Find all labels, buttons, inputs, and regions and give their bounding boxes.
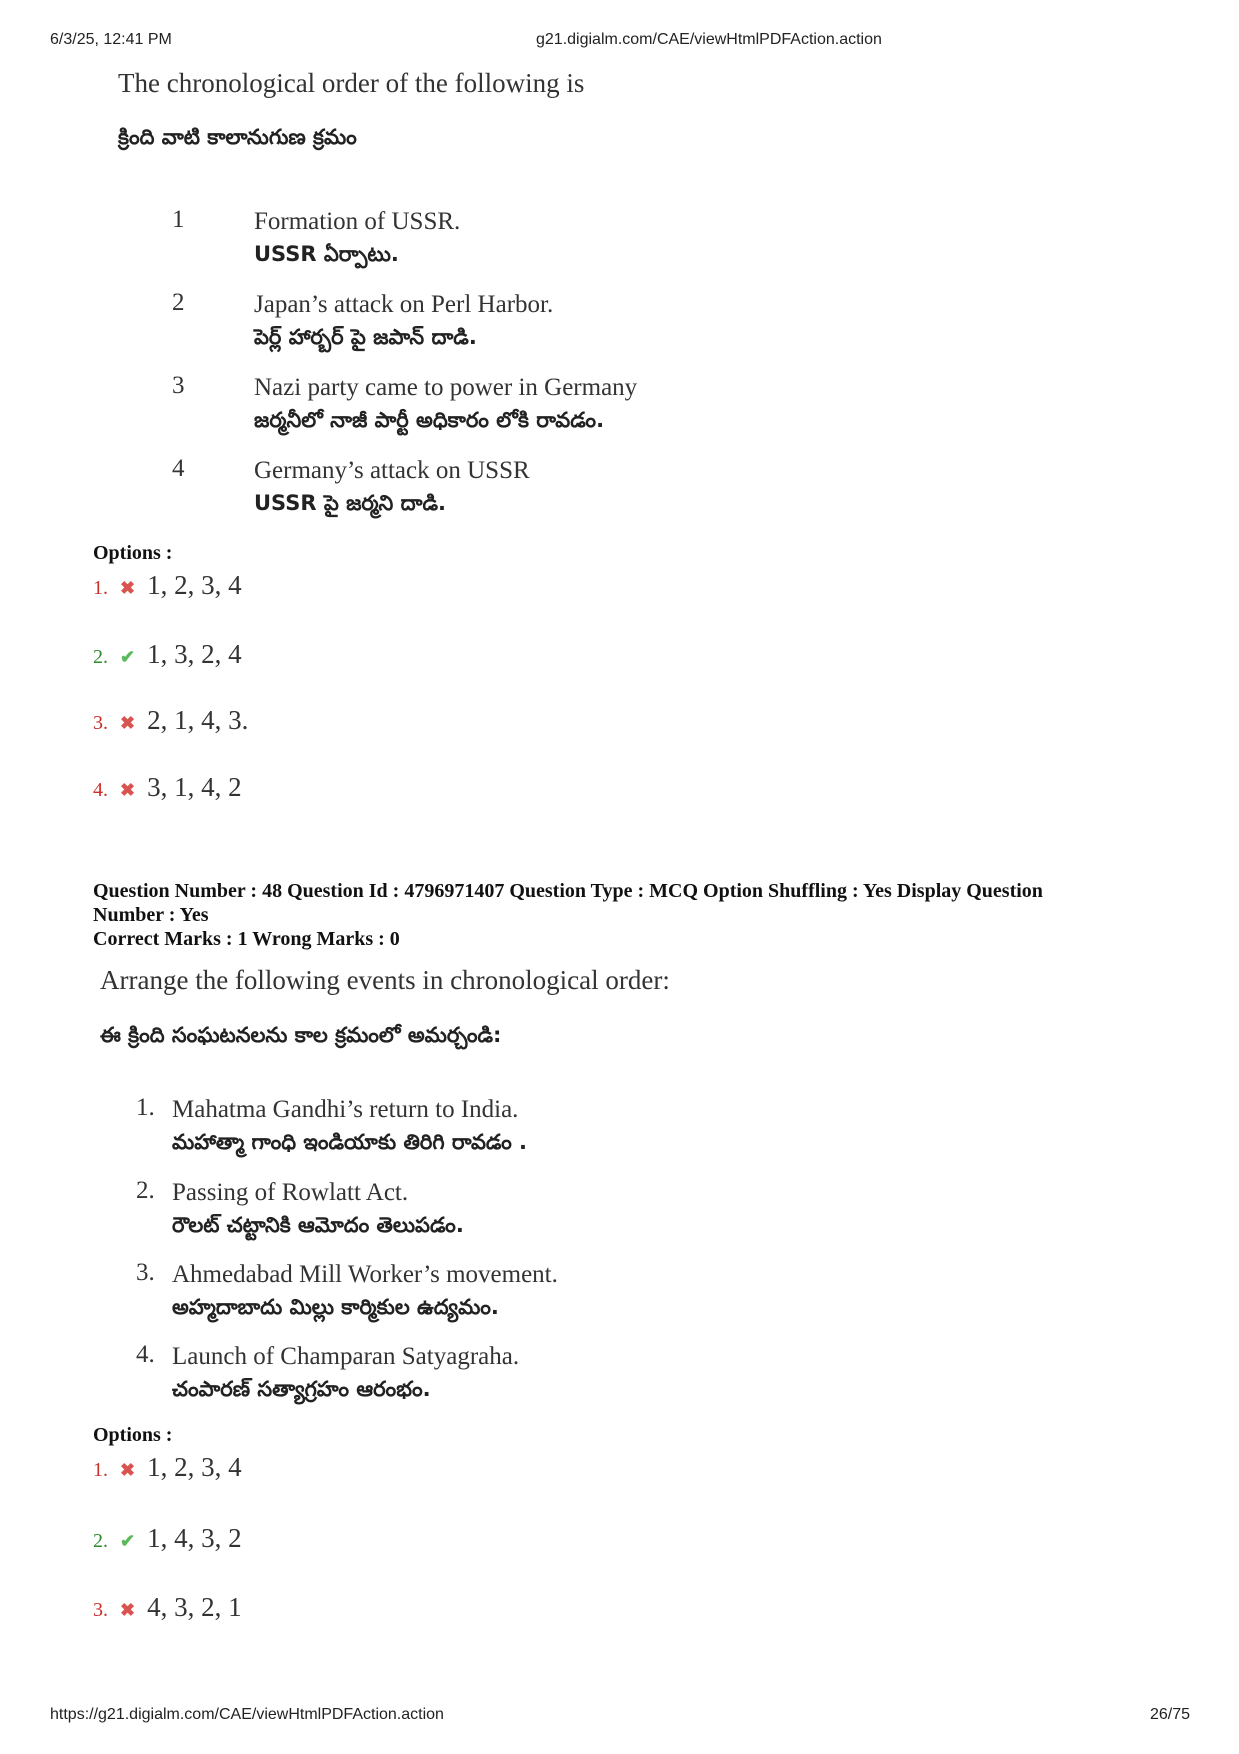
q47-item-number: 4 [172,455,185,482]
wrong-mark-icon: ✖ [120,1600,136,1620]
q48-item-te: చంపారణ్ సత్యాగ్రహం ఆరంభం. [172,1377,431,1401]
q48-option-2 [93,1523,242,1554]
wrong-mark-icon: ✖ [120,578,136,598]
question-48-meta-line1: Question Number : 48 Question Id : 4796971407 Question Type : MCQ Option Shuffling : Yes Display Question [93,880,1043,902]
q48-item-number: 4. [136,1341,155,1368]
q48-item-te: మహాత్మా గాంధి ఇండియాకు తిరిగి రావడం . [172,1130,528,1154]
print-footer-url: https://g21.digialm.com/CAE/viewHtmlPDFAction.action [50,1706,444,1723]
question-47-text-te: క్రింది వాటి కాలానుగుణ క్రమం [118,125,357,149]
print-header-url: g21.digialm.com/CAE/viewHtmlPDFAction.action [536,31,882,48]
q47-item-te: పెర్ల్ హార్బర్ పై జపాన్ దాడి. [254,325,477,349]
q47-options-label: Options : [93,542,173,564]
q48-item-number: 2. [136,1177,155,1204]
q47-option-4 [93,772,242,803]
option-value: 2, 1, 4, 3. [147,705,249,735]
wrong-mark-icon: ✖ [120,713,136,733]
option-value: 1, 4, 3, 2 [147,1523,242,1553]
option-number: 3. [93,712,108,734]
question-48-text-en: Arrange the following events in chronological order: [100,965,670,995]
wrong-mark-icon: ✖ [120,1460,136,1480]
page-number: 26/75 [1150,1706,1191,1723]
q48-item-number: 3. [136,1259,155,1286]
q48-item-en: Ahmedabad Mill Worker’s movement. [172,1261,558,1288]
print-datetime: 6/3/25, 12:41 PM [50,31,172,48]
q47-item-en: Nazi party came to power in Germany [254,374,638,401]
option-number: 2. [93,646,108,668]
q47-item-en: Formation of USSR. [254,208,461,235]
question-48-marks: Correct Marks : 1 Wrong Marks : 0 [93,928,400,950]
q47-item-number: 3 [172,372,185,399]
q48-item-en: Mahatma Gandhi’s return to India. [172,1096,519,1123]
q48-option-1 [93,1452,242,1483]
q47-option-2 [93,639,242,670]
check-mark-icon: ✔ [120,1531,136,1551]
q48-item-en: Launch of Champaran Satyagraha. [172,1343,520,1370]
option-value: 1, 2, 3, 4 [147,570,242,600]
q47-option-3 [93,705,248,736]
q48-options-label: Options : [93,1424,173,1446]
option-number: 1. [93,1459,108,1481]
option-value: 4, 3, 2, 1 [147,1592,242,1622]
question-48-meta-line2: Number : Yes [93,904,209,926]
q48-item-number: 1. [136,1094,155,1121]
question-48-meta [93,879,1173,951]
check-mark-icon: ✔ [120,647,136,667]
q48-item-te: రౌలట్ చట్టానికి ఆమోదం తెలుపడం. [172,1213,464,1237]
q47-item-te: USSR పై జర్మని దాడి. [254,491,446,515]
q47-option-1 [93,570,242,601]
q48-option-3 [93,1592,242,1623]
q47-item-number: 2 [172,289,185,316]
q47-item-number: 1 [172,206,185,233]
option-number: 1. [93,577,108,599]
q47-item-te: USSR ఏర్పాటు. [254,242,399,266]
option-number: 4. [93,779,108,801]
q47-item-en: Germany’s attack on USSR [254,457,530,484]
q47-item-en: Japan’s attack on Perl Harbor. [254,291,554,318]
q48-item-te: అహ్మదాబాదు మిల్లు కార్మికుల ఉద్యమం. [172,1295,499,1319]
option-value: 3, 1, 4, 2 [147,772,242,802]
option-value: 1, 3, 2, 4 [147,639,242,669]
wrong-mark-icon: ✖ [120,780,136,800]
option-value: 1, 2, 3, 4 [147,1452,242,1482]
q48-item-en: Passing of Rowlatt Act. [172,1179,409,1206]
q47-item-te: జర్మనీలో నాజీ పార్టీ అధికారం లోకి రావడం. [254,408,605,432]
question-48-text-te: ఈ క్రింది సంఘటనలను కాల క్రమంలో అమర్చండి: [100,1023,502,1047]
option-number: 3. [93,1599,108,1621]
question-47-text-en: The chronological order of the following is [118,68,585,98]
option-number: 2. [93,1530,108,1552]
